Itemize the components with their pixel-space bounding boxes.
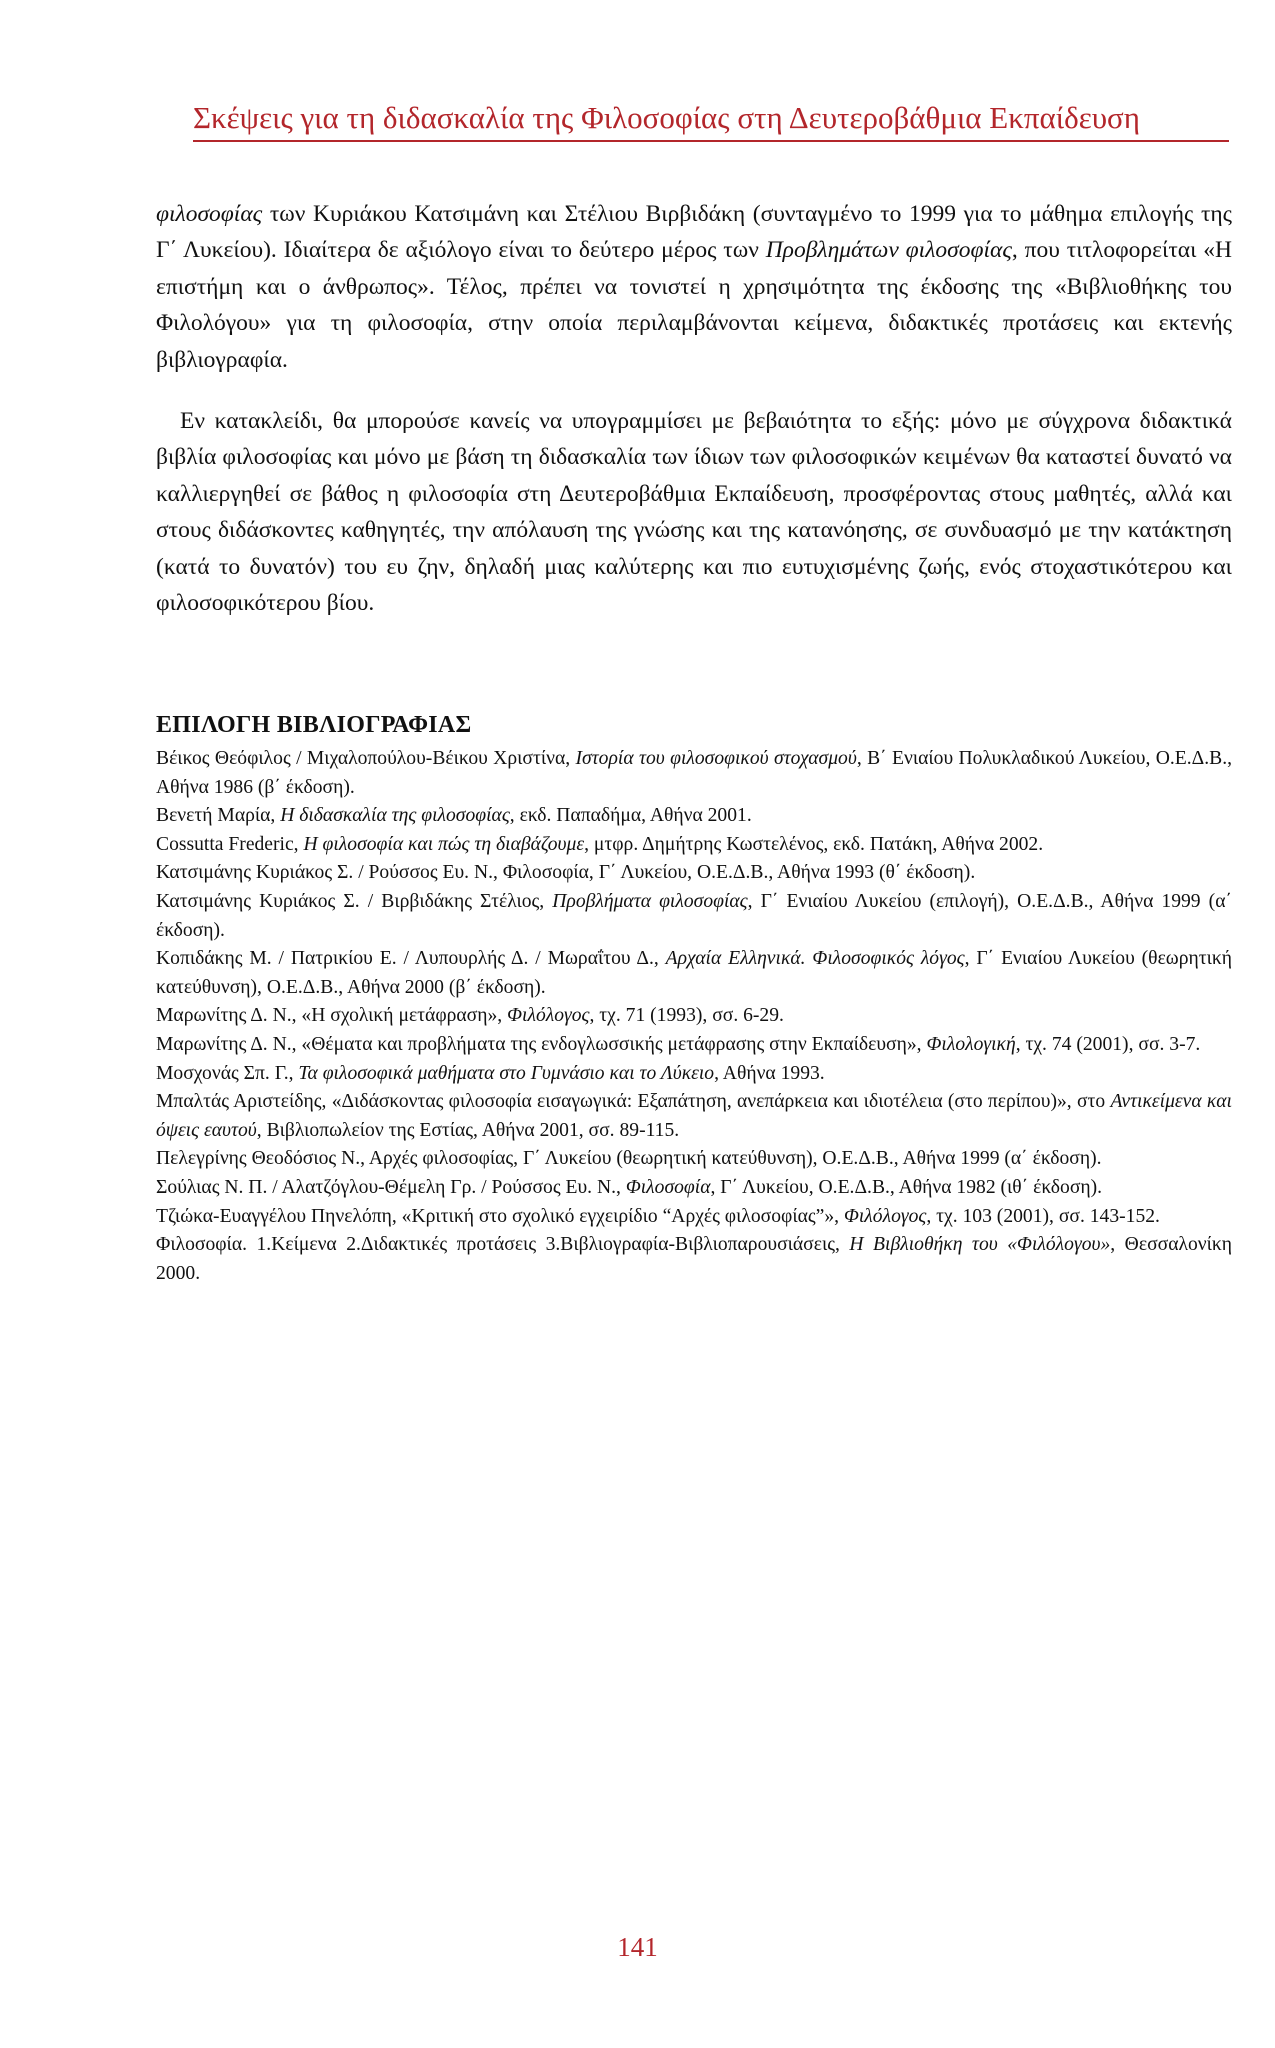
bibliography-entry: Κατσιμάνης Κυριάκος Σ. / Βιρβιδάκης Στέλιος, Προβλήματα φιλοσοφίας, Γ΄ Ενιαίου Λυκείου (επιλογή), Ο.Ε.Δ.Β., Αθήνα 1999 (α΄ έκδοση).: [156, 890, 1232, 941]
bibliography-entry: Μαρωνίτης Δ. Ν., «Θέματα και προβλήματα της ενδογλωσσικής μετάφρασης στην Εκπαίδευση», Φιλολογική, τχ. 74 (2001), σσ. 3-7.: [156, 1033, 1201, 1055]
bibliography-entry: Βέικος Θεόφιλος / Μιχαλοπούλου-Βέικου Χριστίνα, Ιστορία του φιλοσοφικού στοχασμού, Β΄ Ενιαίου Πολυκλαδικού Λυκείου, Ο.Ε.Δ.Β., Αθήνα 1986 (β΄ έκδοση).: [156, 748, 1232, 798]
bibliography-entry: Βενετή Μαρία, Η διδασκαλία της φιλοσοφίας, εκδ. Παπαδήμα, Αθήνα 2001.: [156, 805, 752, 827]
bibliography-entry: Μπαλτάς Αριστείδης, «Διδάσκοντας φιλοσοφία εισαγωγικά: Εξαπάτηση, ανεπάρκεια και ιδιοτέλεια (στο περίπου)», στο Αντικείμενα και όψεις εαυτού, Βιβλιοπωλείον της Εστίας, Αθήνα 2001, σσ. 89-115.: [156, 1091, 1232, 1141]
bibliography-list: [156, 745, 1232, 1288]
bibliography-entry: Cossutta Frederic, Η φιλοσοφία και πώς τη διαβάζουμε, μτφρ. Δημήτρης Κωστελένος, εκδ. Πατάκη, Αθήνα 2002.: [156, 833, 1044, 855]
page-number: 141: [617, 1932, 658, 1962]
running-title: Σκέψεις για τη διδασκαλία της Φιλοσοφίας στη Δευτεροβάθμια Εκπαίδευση: [193, 100, 1140, 135]
bibliography-entry: Κατσιμάνης Κυριάκος Σ. / Ρούσσος Ευ. Ν., Φιλοσοφία, Γ΄ Λυκείου, Ο.Ε.Δ.Β., Αθήνα 1993 (θ΄ έκδοση).: [156, 862, 976, 884]
paragraph-1: φιλοσοφίας των Κυριάκου Κατσιμάνη και Στέλιου Βιρβιδάκη (συνταγμένο το 1999 για το μάθημα επιλογής της Γ΄ Λυκείου). Ιδιαίτερα δε αξιόλογο είναι το δεύτερο μέρος των Προβλημάτων φιλοσοφίας, που τιτλοφορείται «Η επιστήμη και ο άνθρωπος». Τέλος, πρέπει να τονιστεί η χρησιμότητα της έκδοσης της «Βιβλιοθήκης του Φιλολόγου» για τη φιλοσοφία, στην οποία περιλαμβάνονται κείμενα, διδακτικές προτάσεις και εκτενής βιβλιογραφία.: [156, 201, 1233, 373]
bibliography-section: [156, 712, 1232, 1288]
bibliography-heading: ΕΠΙΛΟΓΗ ΒΙΒΛΙΟΓΡΑΦΙΑΣ: [156, 712, 472, 738]
main-text: [156, 196, 1232, 621]
paragraph-2: Εν κατακλείδι, θα μπορούσε κανείς να υπογραμμίσει με βεβαιότητα το εξής: μόνο με σύγχρονα διδακτικά βιβλία φιλοσοφίας και μόνο με βάση τη διδασκαλία των ίδιων των φιλοσοφικών κειμένων θα καταστεί δυνατό να καλλιεργηθεί σε βάθος η φιλοσοφία στη Δευτεροβάθμια Εκπαίδευση, προσφέροντας στους μαθητές, αλλά και στους διδάσκοντες καθηγητές, την απόλαυση της γνώσης και της κατανόησης, σε συνδυασμό με την κατάκτηση (κατά το δυνατόν) του ευ ζην, δηλαδή μιας καλύτερης και πιο ευτυχισμένης ζωής, ενός στοχαστικότερου και φιλοσοφικότερου βίου.: [156, 408, 1232, 617]
italic-text: φιλοσοφίας: [156, 201, 263, 227]
bibliography-entry: Κοπιδάκης Μ. / Πατρικίου Ε. / Λυπουρλής Δ. / Μωραΐτου Δ., Αρχαία Ελληνικά. Φιλοσοφικός λόγος, Γ΄ Ενιαίου Λυκείου (θεωρητική κατεύθυνση), Ο.Ε.Δ.Β., Αθήνα 2000 (β΄ έκδοση).: [156, 948, 1232, 998]
bibliography-entry: Πελεγρίνης Θεοδόσιος Ν., Αρχές φιλοσοφίας, Γ΄ Λυκείου (θεωρητική κατεύθυνση), Ο.Ε.Δ.Β., Αθήνα 1999 (α΄ έκδοση).: [156, 1148, 1102, 1170]
bibliography-entry: Σούλιας Ν. Π. / Αλατζόγλου-Θέμελη Γρ. / Ρούσσος Ευ. Ν., Φιλοσοφία, Γ΄ Λυκείου, Ο.Ε.Δ.Β., Αθήνα 1982 (ιθ΄ έκδοση).: [156, 1176, 1103, 1198]
italic-text: Προβλημάτων φιλοσοφίας: [765, 237, 1012, 264]
bibliography-entry: Μοσχονάς Σπ. Γ., Τα φιλοσοφικά μαθήματα στο Γυμνάσιο και το Λύκειο, Αθήνα 1993.: [156, 1062, 825, 1084]
bibliography-entry: Φιλοσοφία. 1.Κείμενα 2.Διδακτικές προτάσεις 3.Βιβλιογραφία-Βιβλιοπαρουσιάσεις, Η Βιβλιοθήκη του «Φιλόλογου», Θεσσαλονίκη 2000.: [156, 1234, 1233, 1284]
running-header: [193, 100, 1229, 142]
bibliography-entry: Μαρωνίτης Δ. Ν., «Η σχολική μετάφραση», Φιλόλογος, τχ. 71 (1993), σσ. 6-29.: [156, 1005, 784, 1027]
bibliography-entry: Τζιώκα-Ευαγγέλου Πηνελόπη, «Κριτική στο σχολικό εγχειρίδιο “Αρχές φιλοσοφίας”», Φιλόλογος, τχ. 103 (2001), σσ. 143-152.: [156, 1205, 1160, 1227]
